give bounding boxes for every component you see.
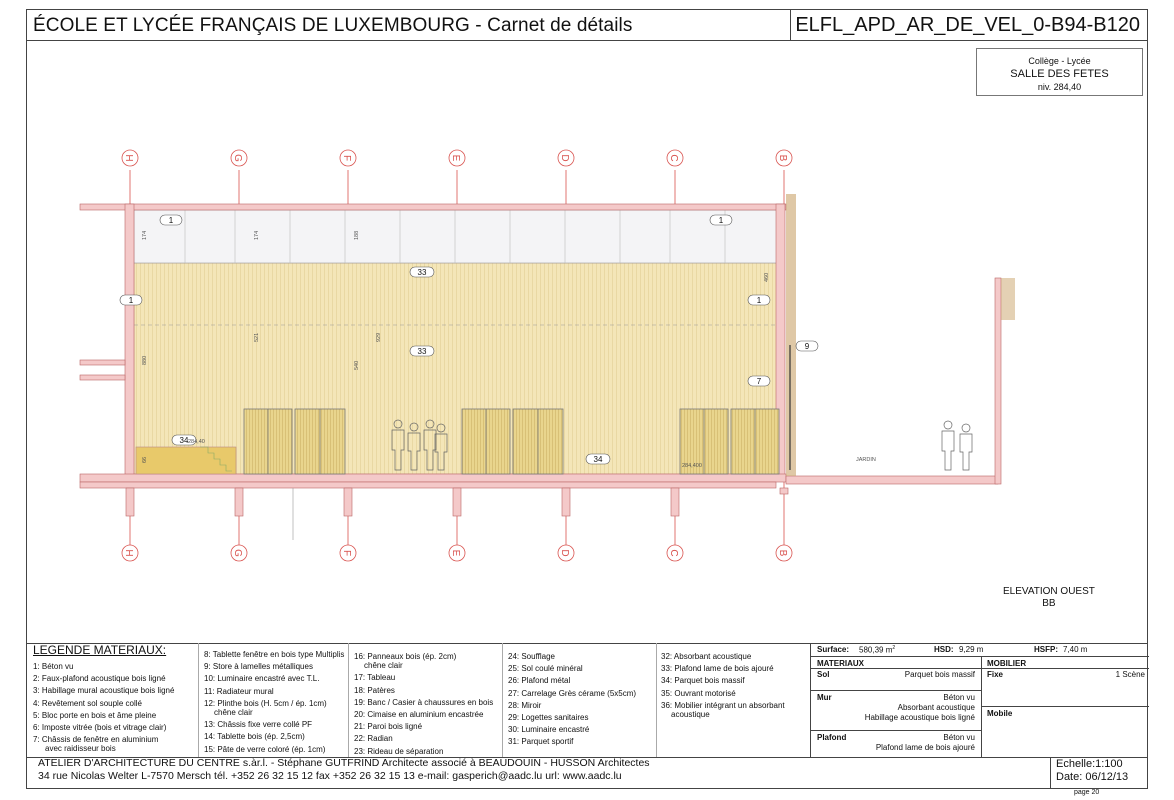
axis-label-top-b: B bbox=[777, 154, 788, 162]
ceiling-band bbox=[134, 210, 780, 263]
foundations bbox=[126, 488, 679, 516]
legend-item: 18: Patères bbox=[354, 685, 395, 695]
legend-item: 10: Luminaire encastré avec T.L. bbox=[204, 674, 320, 684]
hsfp-value: 7,40 m bbox=[1063, 645, 1088, 654]
garden-wall-cap bbox=[1001, 278, 1015, 320]
level-marker-small: 284,40 bbox=[188, 439, 205, 445]
page-number: page 20 bbox=[1074, 789, 1100, 796]
legend-item: 2: Faux-plafond acoustique bois ligné bbox=[33, 674, 166, 684]
room-line1: Collège - Lycée bbox=[1028, 56, 1091, 66]
dim-460: 460 bbox=[764, 272, 770, 282]
legend-item: 4: Revêtement sol souple collé bbox=[33, 698, 142, 708]
mur-label: Mur bbox=[817, 693, 832, 702]
legend-item: 36: Mobilier intégrant un absorbant bbox=[661, 700, 785, 710]
legend-item: 19: Banc / Casier à chaussures en bois bbox=[354, 697, 494, 707]
tag-9: 9 bbox=[804, 342, 810, 351]
tag-33: 33 bbox=[417, 268, 427, 277]
dim-521: 521 bbox=[254, 332, 260, 342]
legend-item: 33: Plafond lame de bois ajouré bbox=[661, 664, 774, 674]
legend-item: 29: Logettes sanitaires bbox=[508, 713, 589, 723]
axis-label-bottom-g: G bbox=[232, 549, 243, 557]
legend-item: avec raidisseur bois bbox=[45, 744, 116, 754]
legend-item: 9: Store à lamelles métalliques bbox=[204, 662, 313, 672]
axis-label-top-d: D bbox=[559, 154, 570, 162]
legend-column-2 bbox=[204, 649, 344, 756]
sol-label: Sol bbox=[817, 670, 830, 679]
tag-34: 34 bbox=[179, 436, 189, 445]
axis-label-bottom-c: C bbox=[668, 549, 679, 557]
legend-separator bbox=[348, 643, 349, 757]
legend-item: 26: Plafond métal bbox=[508, 676, 571, 686]
axis-label-bottom-h: H bbox=[123, 549, 134, 557]
plafond-values: Béton vu Plafond lame de bois ajouré bbox=[875, 733, 975, 752]
room-info-table bbox=[810, 643, 1149, 757]
legend-title: LEGENDE MATERIAUX: bbox=[33, 643, 167, 657]
axis-label-top-c: C bbox=[668, 154, 679, 162]
sol-value: Parquet bois massif bbox=[904, 670, 975, 679]
fixe-value: 1 Scène bbox=[1115, 670, 1145, 679]
legend-item: 35: Ouvrant motorisé bbox=[661, 688, 736, 698]
architect-name: ATELIER D'ARCHITECTURE DU CENTRE s.àr.l. - Stéphane GUTFRIND Architecte associé à BEAUDOUIN - HUSSON Architectes bbox=[38, 757, 650, 769]
legend-item: acoustique bbox=[671, 710, 710, 720]
legend-column-5 bbox=[661, 651, 785, 721]
legend-item: chêne clair bbox=[364, 661, 403, 671]
legend-item: 12: Plinthe bois (H. 5cm / ép. 1cm) bbox=[204, 698, 327, 708]
stage bbox=[136, 447, 236, 474]
axis-label-bottom-e: E bbox=[450, 549, 461, 557]
legend-separator bbox=[198, 643, 199, 757]
surface-value: 580,39 $m^2$ bbox=[859, 645, 896, 655]
legend-separator bbox=[502, 643, 503, 757]
dim-880: 880 bbox=[142, 355, 148, 365]
legend-item: 3: Habillage mural acoustique bois ligné bbox=[33, 686, 175, 696]
row-divider bbox=[811, 668, 1149, 669]
level-marker: 284,400 bbox=[682, 463, 702, 469]
dim-188: 188 bbox=[354, 230, 360, 240]
plafond-label: Plafond bbox=[817, 733, 847, 742]
legend-item: 34: Parquet bois massif bbox=[661, 676, 745, 686]
legend-item: 8: Tablette fenêtre en bois type Multiplis bbox=[204, 650, 345, 659]
axis-label-top-e: E bbox=[450, 154, 461, 162]
dim-929: 929 bbox=[376, 332, 382, 342]
legend-column-4 bbox=[508, 651, 636, 749]
dim-174: 174 bbox=[142, 230, 148, 240]
page-title: ÉCOLE ET LYCÉE FRANÇAIS DE LUXEMBOURG - Carnet de détails bbox=[33, 15, 633, 36]
mur-values: Béton vu Absorbant acoustique Habillage acoustique bois ligné bbox=[864, 693, 975, 722]
legend-item: 23: Rideau de séparation bbox=[354, 746, 444, 756]
hsd-label: HSD: bbox=[934, 645, 954, 654]
hsd-value: 9,29 m bbox=[959, 645, 984, 654]
legend-item: 31: Parquet sportif bbox=[508, 737, 574, 747]
legend-item: chêne clair bbox=[214, 708, 253, 718]
garden-label: JARDIN bbox=[856, 457, 876, 463]
legend-column-1 bbox=[33, 661, 174, 756]
legend-item: 7: Châssis de fenêtre en aluminium bbox=[33, 735, 159, 745]
legend-separator bbox=[656, 643, 657, 757]
axis-label-bottom-f: F bbox=[341, 549, 352, 557]
legend-item: 6: Imposte vitrée (bois et vitrage clair) bbox=[33, 723, 167, 733]
tag-1: 1 bbox=[718, 216, 724, 225]
legend-item: 24: Soufflage bbox=[508, 652, 556, 661]
materiaux-heading: MATERIAUX bbox=[817, 659, 864, 668]
legend-item: 25: Sol coulé minéral bbox=[508, 664, 583, 674]
dim-66: 66 bbox=[142, 456, 148, 463]
elevation-label bbox=[1003, 586, 1095, 610]
hsfp-label: HSFP: bbox=[1034, 645, 1058, 654]
legend-item: 16: Panneaux bois (ép. 2cm) bbox=[354, 652, 457, 661]
legend-item: 17: Tableau bbox=[354, 673, 396, 683]
axis-label-top-g: G bbox=[232, 154, 243, 162]
tag-1: 1 bbox=[168, 216, 174, 225]
legend-item: 30: Luminaire encastré bbox=[508, 725, 590, 735]
legend-item: 28: Miroir bbox=[508, 700, 542, 710]
legend-item: 21: Paroi bois ligné bbox=[354, 722, 423, 732]
architect-info bbox=[38, 757, 650, 783]
dim-540: 540 bbox=[354, 360, 360, 370]
row-divider bbox=[811, 730, 981, 731]
row-divider bbox=[981, 706, 1149, 707]
mobilier-heading: MOBILIER bbox=[987, 659, 1027, 668]
tag-1: 1 bbox=[756, 296, 762, 305]
scale-date bbox=[1056, 758, 1128, 784]
legend-item: 5: Bloc porte en bois et âme pleine bbox=[33, 710, 157, 720]
axis-label-bottom-d: D bbox=[559, 549, 570, 557]
elevation-title: ELEVATION OUEST bbox=[1003, 586, 1095, 597]
surface-label: Surface: bbox=[817, 645, 850, 654]
fixe-label: Fixe bbox=[987, 670, 1004, 679]
architect-address: 34 rue Nicolas Welter L-7570 Mersch tél. +352 26 32 15 12 fax +352 26 32 15 13 e-mail: gasperich@aadc.lu url: www.aadc.lu bbox=[38, 770, 622, 782]
facade-cladding bbox=[786, 194, 796, 476]
tag-34: 34 bbox=[593, 455, 603, 464]
axis-label-bottom-b: B bbox=[777, 549, 788, 557]
drawing-code: ELFL_APD_AR_DE_VEL_0-B94-B120 bbox=[795, 14, 1140, 36]
legend-item: 20: Cimaise en aluminium encastrée bbox=[354, 710, 484, 720]
legend-item: 14: Tablette bois (ép. 2,5cm) bbox=[204, 732, 305, 742]
row-divider bbox=[811, 690, 981, 691]
scale: Echelle:1:100 bbox=[1056, 758, 1123, 770]
elevation-section: BB bbox=[1042, 598, 1056, 609]
legend-item: 15: Pâte de verre coloré (ép. 1cm) bbox=[204, 744, 326, 754]
tag-33: 33 bbox=[417, 347, 427, 356]
room-level: niv. 284,40 bbox=[1037, 82, 1082, 92]
axis-label-top-f: F bbox=[341, 154, 352, 162]
legend-item: 32: Absorbant acoustique bbox=[661, 652, 752, 661]
row-divider bbox=[811, 656, 1149, 657]
date: Date: 06/12/13 bbox=[1056, 771, 1129, 783]
legend-item: 13: Châssis fixe verre collé PF bbox=[204, 720, 313, 730]
tag-7: 7 bbox=[756, 377, 762, 386]
mobile-label: Mobile bbox=[987, 709, 1013, 718]
legend-item: 22: Radian bbox=[354, 734, 393, 744]
legend-column-3 bbox=[354, 651, 493, 758]
room-name: SALLE DES FETES bbox=[1010, 68, 1109, 80]
axis-label-top-h: H bbox=[123, 154, 134, 162]
legend-item: 27: Carrelage Grès cérame (5x5cm) bbox=[508, 688, 637, 698]
tag-1: 1 bbox=[128, 296, 134, 305]
legend-item: 11: Radiateur mural bbox=[204, 686, 274, 696]
legend-item: 1: Béton vu bbox=[33, 662, 74, 671]
footer-separator bbox=[1050, 757, 1051, 789]
dim-174: 174 bbox=[254, 230, 260, 240]
